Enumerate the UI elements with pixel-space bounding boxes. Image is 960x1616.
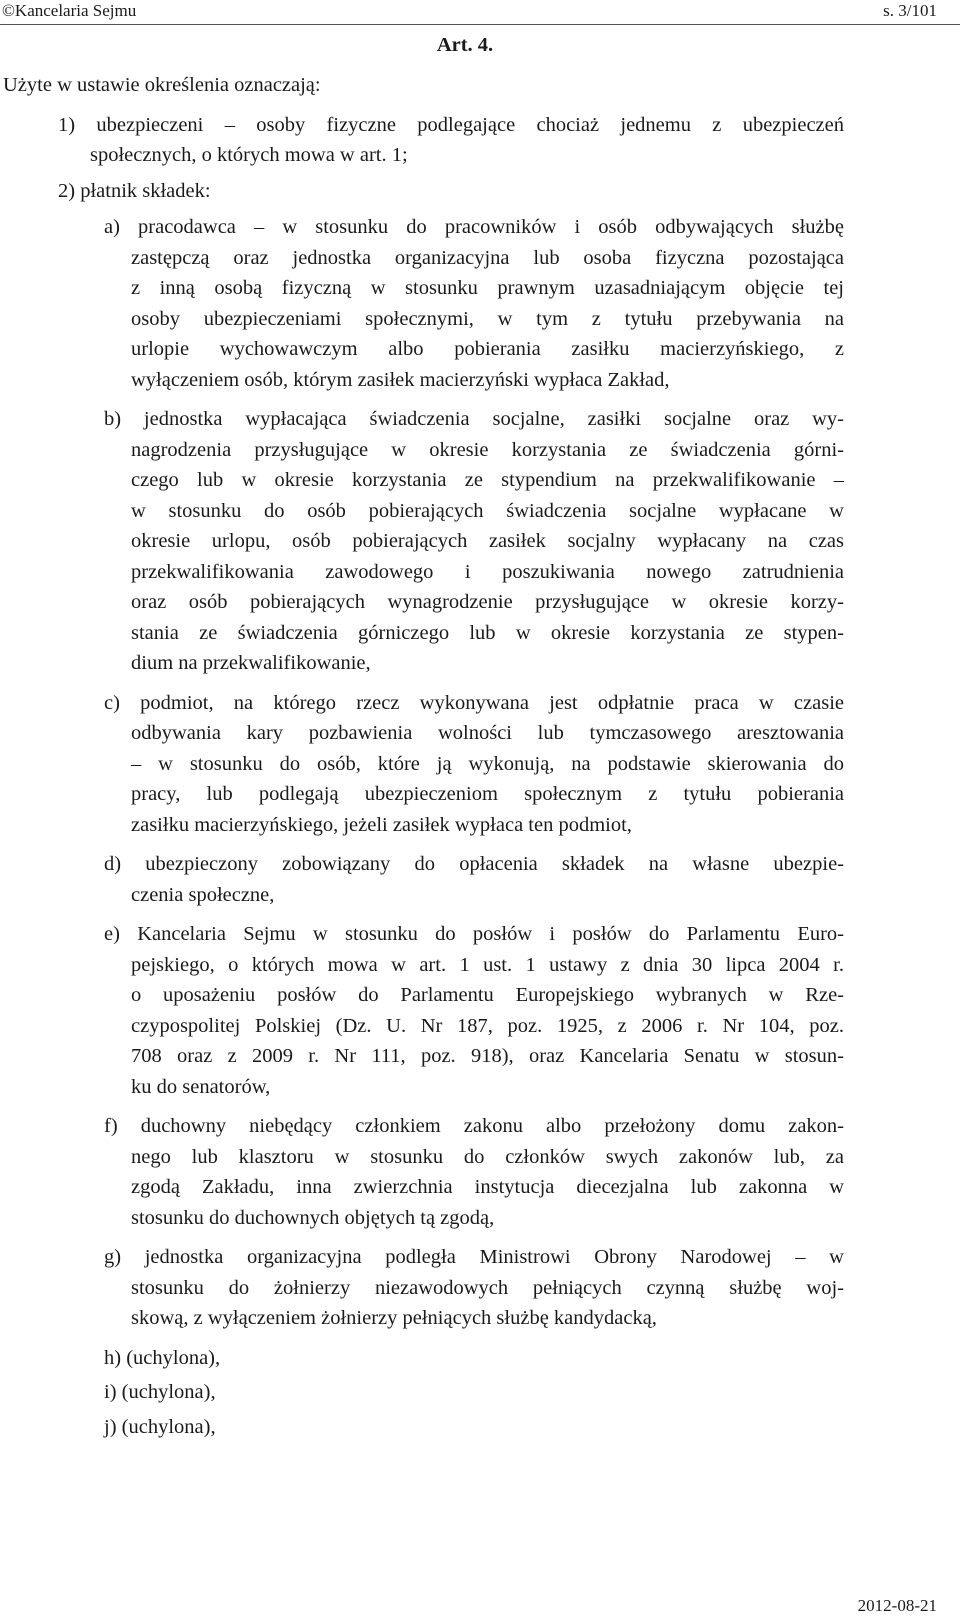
text-line: 1) ubezpieczeni – osoby fizyczne podlegające chociaż jednemu z ubezpieczeń <box>58 114 844 136</box>
text-line: czypospolitej Polskiej (Dz. U. Nr 187, poz. 1925, z 2006 r. Nr 104, poz. <box>131 1014 844 1037</box>
text-line: zastępczą oraz jednostka organizacyjna lub osoba fizyczna pozostająca <box>131 246 844 269</box>
text-line: ku do senatorów, <box>131 1075 271 1098</box>
point-2-sublist <box>0 212 960 1442</box>
text-line: czenia społeczne, <box>131 883 275 906</box>
text-line: d) ubezpieczony zobowiązany do opłacenia składek na własne ubezpie- <box>104 853 844 875</box>
text-line: okresie urlopu, osób pobierających zasiłek socjalny wypłacany na czas <box>131 530 844 552</box>
text-line: wyłączeniem osób, którym zasiłek macierzyński wypłaca Zakład, <box>131 368 670 391</box>
sub-item-e <box>0 919 960 1102</box>
text-line: stosunku do żołnierzy niezawodowych pełniących czynną służbę woj- <box>131 1276 844 1299</box>
header-page-number: s. 3/101 <box>883 1 937 20</box>
text-line: odbywania kary pozbawienia wolności lub tymczasowego aresztowania <box>131 722 844 744</box>
text-line: urlopie wychowawczym albo pobierania zasiłku macierzyńskiego, z <box>131 338 844 360</box>
text-line: zasiłku macierzyńskiego, jeżeli zasiłek wypłaca ten podmiot, <box>131 813 632 836</box>
point-1-body <box>58 110 844 170</box>
text-line: przekwalifikowania zawodowego i poszukiwania nowego zatrudnienia <box>131 560 844 583</box>
footer-date: 2012-08-21 <box>857 1596 937 1615</box>
text-line: stosunku do duchownych objętych tą zgodą, <box>131 1206 495 1229</box>
sub-item-i <box>0 1377 960 1408</box>
sub-item-j <box>0 1412 960 1443</box>
text-line: – w stosunku do osób, które ją wykonują, na podstawie skierowania do <box>131 752 844 775</box>
text-line: oraz osób pobierających wynagrodzenie przysługujące w okresie korzy- <box>131 591 844 613</box>
text-line: stania ze świadczenia górniczego lub w okresie korzystania ze stypen- <box>131 621 844 644</box>
sub-item-h <box>0 1343 960 1374</box>
point-2 <box>0 176 960 1442</box>
page-header <box>0 0 960 25</box>
text-line: zgodą Zakładu, inna zwierzchnia instytucja diecezjalna lub zakonna w <box>131 1176 844 1198</box>
text-line: f) duchowny niebędący członkiem zakonu albo przełożony domu zakon- <box>104 1115 844 1137</box>
text-line: w stosunku do osób pobierających świadczenia socjalne wypłacane w <box>131 499 844 522</box>
text-line: i) (uchylona), <box>104 1381 216 1403</box>
text-line: e) Kancelaria Sejmu w stosunku do posłów i posłów do Parlamentu Euro- <box>104 923 844 945</box>
sub-item-f <box>0 1111 960 1233</box>
text-line: nagrodzenia przysługujące w okresie korzystania ze świadczenia górni- <box>131 438 844 461</box>
text-line: nego lub klasztoru w stosunku do członków swych zakonów lub, za <box>131 1145 844 1168</box>
text-line: g) jednostka organizacyjna podległa Ministrowi Obrony Narodowej – w <box>104 1246 844 1268</box>
point-2-label: 2) płatnik składek: <box>58 180 211 202</box>
text-line: skową, z wyłączeniem żołnierzy pełniących służbę kandydacką, <box>131 1307 657 1329</box>
text-line: pracy, lub podlegają ubezpieczeniom społecznym z tytułu pobierania <box>131 783 844 805</box>
text-line: z inną osobą fizyczną w stosunku prawnym uzasadniającym objęcie tej <box>131 277 844 299</box>
header-source: ©Kancelaria Sejmu <box>2 1 137 20</box>
text-line: 708 oraz z 2009 r. Nr 111, poz. 918), oraz Kancelaria Senatu w stosun- <box>131 1045 844 1067</box>
text-line: pejskiego, o których mowa w art. 1 ust. 1 ustawy z dnia 30 lipca 2004 r. <box>131 953 844 976</box>
sub-item-d <box>0 849 960 910</box>
sub-item-c <box>0 688 960 841</box>
text-line: h) (uchylona), <box>104 1346 221 1369</box>
text-line: j) (uchylona), <box>104 1415 216 1438</box>
sub-item-b <box>0 404 960 679</box>
sub-item-g <box>0 1242 960 1334</box>
text-line: o uposażeniu posłów do Parlamentu Europejskiego wybranych w Rze- <box>131 984 844 1006</box>
sub-item-a <box>0 212 960 395</box>
point-1 <box>0 110 960 170</box>
article-intro: Użyte w ustawie określenia oznaczają: <box>3 74 321 96</box>
text-line: dium na przekwalifikowanie, <box>131 652 371 674</box>
article-title: Art. 4. <box>436 34 494 56</box>
points-list <box>0 110 960 1451</box>
text-line: czego lub w okresie korzystania ze stypendium na przekwalifikowanie – <box>131 469 844 491</box>
text-line: a) pracodawca – w stosunku do pracowników i osób odbywających służbę <box>104 216 844 238</box>
text-line: osoby ubezpieczeniami społecznymi, w tym z tytułu przebywania na <box>131 307 844 330</box>
text-line: c) podmiot, na którego rzecz wykonywana jest odpłatnie praca w czasie <box>104 691 844 714</box>
text-line: b) jednostka wypłacająca świadczenia socjalne, zasiłki socjalne oraz wy- <box>104 408 844 430</box>
text-line: społecznych, o których mowa w art. 1; <box>90 144 408 166</box>
